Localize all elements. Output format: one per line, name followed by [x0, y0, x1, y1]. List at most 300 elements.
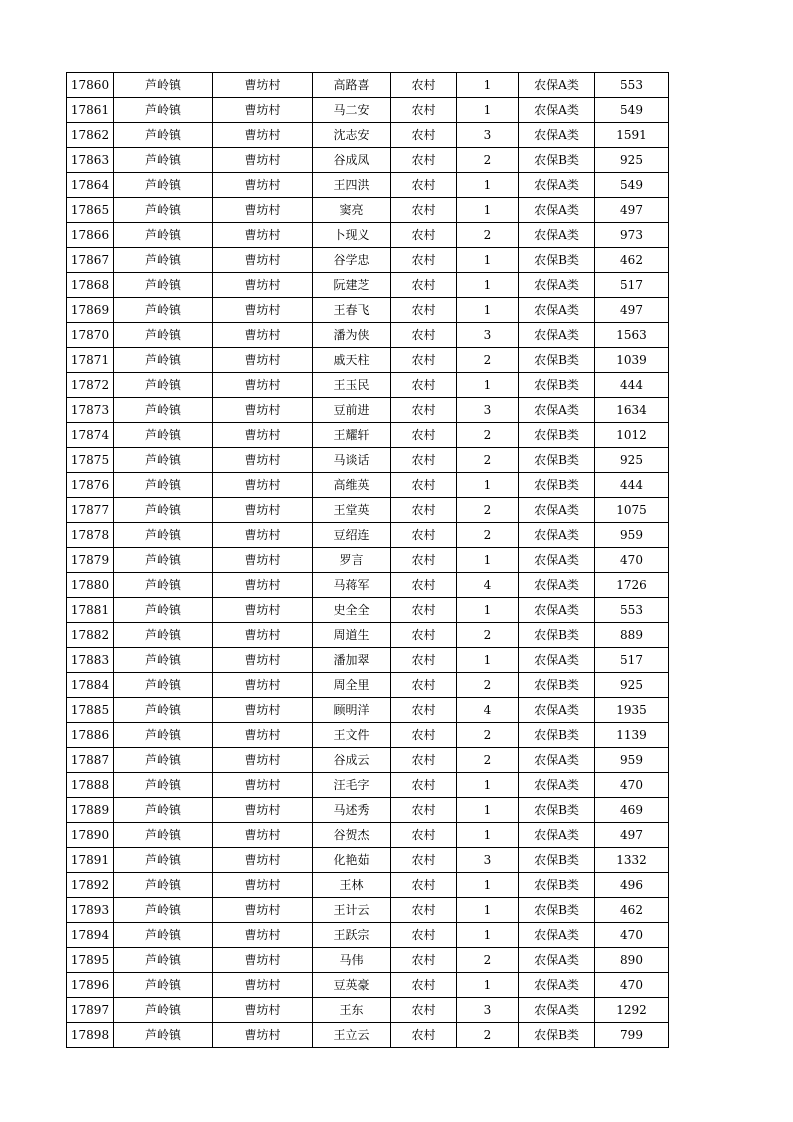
cell-town: 芦岭镇	[114, 448, 213, 473]
cell-name: 罗言	[313, 548, 391, 573]
table-row	[67, 798, 669, 823]
cell-household-type: 农村	[391, 948, 457, 973]
cell-village: 曹坊村	[213, 573, 313, 598]
cell-amount: 1935	[595, 698, 669, 723]
cell-person-count: 2	[457, 498, 519, 523]
cell-village: 曹坊村	[213, 873, 313, 898]
cell-household-type: 农村	[391, 423, 457, 448]
cell-town: 芦岭镇	[114, 373, 213, 398]
cell-name: 顾明洋	[313, 698, 391, 723]
cell-name: 马二安	[313, 98, 391, 123]
cell-town: 芦岭镇	[114, 548, 213, 573]
cell-town: 芦岭镇	[114, 273, 213, 298]
table-row	[67, 348, 669, 373]
cell-town: 芦岭镇	[114, 323, 213, 348]
cell-name: 窦亮	[313, 198, 391, 223]
cell-village: 曹坊村	[213, 773, 313, 798]
cell-serial-number: 17861	[67, 98, 114, 123]
cell-insurance-category: 农保A类	[519, 973, 595, 998]
cell-village: 曹坊村	[213, 473, 313, 498]
cell-household-type: 农村	[391, 898, 457, 923]
table-row	[67, 848, 669, 873]
cell-insurance-category: 农保B类	[519, 798, 595, 823]
cell-person-count: 1	[457, 898, 519, 923]
cell-serial-number: 17897	[67, 998, 114, 1023]
cell-town: 芦岭镇	[114, 948, 213, 973]
cell-town: 芦岭镇	[114, 1023, 213, 1048]
cell-town: 芦岭镇	[114, 423, 213, 448]
cell-town: 芦岭镇	[114, 648, 213, 673]
cell-household-type: 农村	[391, 748, 457, 773]
cell-town: 芦岭镇	[114, 248, 213, 273]
cell-name: 周道生	[313, 623, 391, 648]
table-row	[67, 498, 669, 523]
table-row	[67, 873, 669, 898]
cell-town: 芦岭镇	[114, 498, 213, 523]
cell-person-count: 1	[457, 248, 519, 273]
cell-person-count: 1	[457, 973, 519, 998]
cell-village: 曹坊村	[213, 798, 313, 823]
cell-person-count: 2	[457, 448, 519, 473]
cell-name: 王四洪	[313, 173, 391, 198]
cell-household-type: 农村	[391, 298, 457, 323]
cell-household-type: 农村	[391, 273, 457, 298]
cell-town: 芦岭镇	[114, 73, 213, 98]
cell-insurance-category: 农保A类	[519, 523, 595, 548]
cell-amount: 889	[595, 623, 669, 648]
cell-town: 芦岭镇	[114, 348, 213, 373]
cell-household-type: 农村	[391, 173, 457, 198]
cell-person-count: 2	[457, 748, 519, 773]
cell-town: 芦岭镇	[114, 123, 213, 148]
cell-insurance-category: 农保B类	[519, 473, 595, 498]
cell-name: 汪毛字	[313, 773, 391, 798]
cell-insurance-category: 农保A类	[519, 98, 595, 123]
cell-village: 曹坊村	[213, 673, 313, 698]
table-row	[67, 698, 669, 723]
cell-insurance-category: 农保A类	[519, 223, 595, 248]
cell-amount: 497	[595, 198, 669, 223]
cell-amount: 444	[595, 473, 669, 498]
cell-town: 芦岭镇	[114, 873, 213, 898]
cell-insurance-category: 农保A类	[519, 648, 595, 673]
cell-insurance-category: 农保A类	[519, 923, 595, 948]
table-row	[67, 198, 669, 223]
cell-serial-number: 17869	[67, 298, 114, 323]
cell-serial-number: 17887	[67, 748, 114, 773]
cell-amount: 517	[595, 648, 669, 673]
cell-village: 曹坊村	[213, 748, 313, 773]
cell-insurance-category: 农保A类	[519, 773, 595, 798]
cell-amount: 462	[595, 248, 669, 273]
cell-serial-number: 17882	[67, 623, 114, 648]
cell-name: 马述秀	[313, 798, 391, 823]
cell-amount: 925	[595, 448, 669, 473]
cell-household-type: 农村	[391, 773, 457, 798]
cell-person-count: 1	[457, 373, 519, 398]
cell-name: 豆前进	[313, 398, 391, 423]
cell-village: 曹坊村	[213, 698, 313, 723]
cell-insurance-category: 农保A类	[519, 298, 595, 323]
table-row	[67, 898, 669, 923]
cell-person-count: 1	[457, 273, 519, 298]
cell-household-type: 农村	[391, 873, 457, 898]
cell-household-type: 农村	[391, 698, 457, 723]
cell-amount: 470	[595, 973, 669, 998]
cell-serial-number: 17886	[67, 723, 114, 748]
table-row	[67, 598, 669, 623]
cell-name: 王东	[313, 998, 391, 1023]
table-row	[67, 223, 669, 248]
cell-person-count: 2	[457, 348, 519, 373]
cell-household-type: 农村	[391, 323, 457, 348]
cell-insurance-category: 农保A类	[519, 548, 595, 573]
table-row	[67, 1023, 669, 1048]
cell-name: 史全全	[313, 598, 391, 623]
cell-person-count: 2	[457, 223, 519, 248]
cell-name: 王耀轩	[313, 423, 391, 448]
cell-name: 潘为侠	[313, 323, 391, 348]
table-row	[67, 98, 669, 123]
cell-household-type: 农村	[391, 623, 457, 648]
table-row	[67, 948, 669, 973]
cell-person-count: 3	[457, 398, 519, 423]
cell-village: 曹坊村	[213, 1023, 313, 1048]
cell-insurance-category: 农保B类	[519, 148, 595, 173]
cell-person-count: 3	[457, 323, 519, 348]
cell-person-count: 4	[457, 698, 519, 723]
table-row	[67, 423, 669, 448]
cell-insurance-category: 农保B类	[519, 448, 595, 473]
cell-village: 曹坊村	[213, 448, 313, 473]
cell-household-type: 农村	[391, 1023, 457, 1048]
cell-serial-number: 17881	[67, 598, 114, 623]
cell-village: 曹坊村	[213, 973, 313, 998]
cell-serial-number: 17872	[67, 373, 114, 398]
cell-insurance-category: 农保A类	[519, 173, 595, 198]
cell-village: 曹坊村	[213, 998, 313, 1023]
cell-person-count: 2	[457, 523, 519, 548]
cell-name: 马蒋军	[313, 573, 391, 598]
cell-village: 曹坊村	[213, 248, 313, 273]
cell-village: 曹坊村	[213, 823, 313, 848]
cell-household-type: 农村	[391, 148, 457, 173]
cell-amount: 1139	[595, 723, 669, 748]
table-row	[67, 648, 669, 673]
cell-insurance-category: 农保A类	[519, 498, 595, 523]
cell-household-type: 农村	[391, 448, 457, 473]
cell-name: 豆绍连	[313, 523, 391, 548]
cell-village: 曹坊村	[213, 598, 313, 623]
cell-amount: 497	[595, 823, 669, 848]
cell-name: 谷成云	[313, 748, 391, 773]
cell-household-type: 农村	[391, 223, 457, 248]
cell-person-count: 2	[457, 723, 519, 748]
table-row	[67, 573, 669, 598]
table-row	[67, 998, 669, 1023]
cell-town: 芦岭镇	[114, 173, 213, 198]
cell-village: 曹坊村	[213, 623, 313, 648]
cell-amount: 549	[595, 98, 669, 123]
cell-town: 芦岭镇	[114, 523, 213, 548]
cell-village: 曹坊村	[213, 648, 313, 673]
cell-insurance-category: 农保B类	[519, 423, 595, 448]
cell-amount: 925	[595, 148, 669, 173]
cell-name: 沈志安	[313, 123, 391, 148]
cell-village: 曹坊村	[213, 348, 313, 373]
cell-town: 芦岭镇	[114, 198, 213, 223]
cell-insurance-category: 农保A类	[519, 273, 595, 298]
cell-person-count: 1	[457, 798, 519, 823]
cell-person-count: 2	[457, 423, 519, 448]
cell-name: 王文件	[313, 723, 391, 748]
table-row	[67, 173, 669, 198]
cell-insurance-category: 农保B类	[519, 898, 595, 923]
cell-name: 卜现义	[313, 223, 391, 248]
cell-town: 芦岭镇	[114, 973, 213, 998]
cell-person-count: 1	[457, 173, 519, 198]
cell-village: 曹坊村	[213, 298, 313, 323]
cell-household-type: 农村	[391, 373, 457, 398]
cell-person-count: 1	[457, 98, 519, 123]
cell-person-count: 4	[457, 573, 519, 598]
cell-household-type: 农村	[391, 523, 457, 548]
cell-name: 谷成凤	[313, 148, 391, 173]
table-row	[67, 398, 669, 423]
cell-town: 芦岭镇	[114, 773, 213, 798]
cell-serial-number: 17898	[67, 1023, 114, 1048]
cell-amount: 925	[595, 673, 669, 698]
cell-name: 王立云	[313, 1023, 391, 1048]
cell-household-type: 农村	[391, 473, 457, 498]
cell-village: 曹坊村	[213, 73, 313, 98]
cell-insurance-category: 农保B类	[519, 623, 595, 648]
cell-serial-number: 17890	[67, 823, 114, 848]
cell-person-count: 1	[457, 648, 519, 673]
table-row	[67, 373, 669, 398]
cell-amount: 1332	[595, 848, 669, 873]
cell-name: 豆英豪	[313, 973, 391, 998]
cell-serial-number: 17878	[67, 523, 114, 548]
cell-amount: 462	[595, 898, 669, 923]
cell-insurance-category: 农保A类	[519, 323, 595, 348]
cell-insurance-category: 农保B类	[519, 873, 595, 898]
cell-village: 曹坊村	[213, 498, 313, 523]
cell-serial-number: 17860	[67, 73, 114, 98]
table-row	[67, 473, 669, 498]
cell-person-count: 1	[457, 873, 519, 898]
cell-insurance-category: 农保A类	[519, 748, 595, 773]
cell-person-count: 2	[457, 673, 519, 698]
cell-amount: 444	[595, 373, 669, 398]
cell-serial-number: 17864	[67, 173, 114, 198]
cell-serial-number: 17884	[67, 673, 114, 698]
cell-amount: 1563	[595, 323, 669, 348]
cell-amount: 1075	[595, 498, 669, 523]
cell-insurance-category: 农保B类	[519, 848, 595, 873]
cell-amount: 959	[595, 748, 669, 773]
cell-town: 芦岭镇	[114, 623, 213, 648]
cell-insurance-category: 农保B类	[519, 673, 595, 698]
cell-name: 戚天柱	[313, 348, 391, 373]
cell-name: 谷学忠	[313, 248, 391, 273]
cell-town: 芦岭镇	[114, 723, 213, 748]
table-row	[67, 823, 669, 848]
cell-name: 王春飞	[313, 298, 391, 323]
cell-name: 潘加翠	[313, 648, 391, 673]
cell-serial-number: 17888	[67, 773, 114, 798]
cell-town: 芦岭镇	[114, 473, 213, 498]
cell-household-type: 农村	[391, 673, 457, 698]
cell-serial-number: 17873	[67, 398, 114, 423]
table-body	[67, 73, 669, 1048]
cell-serial-number: 17876	[67, 473, 114, 498]
cell-serial-number: 17865	[67, 198, 114, 223]
cell-town: 芦岭镇	[114, 573, 213, 598]
cell-amount: 890	[595, 948, 669, 973]
cell-household-type: 农村	[391, 548, 457, 573]
table-row	[67, 248, 669, 273]
cell-household-type: 农村	[391, 198, 457, 223]
cell-person-count: 3	[457, 848, 519, 873]
cell-name: 马谈话	[313, 448, 391, 473]
cell-insurance-category: 农保A类	[519, 198, 595, 223]
cell-town: 芦岭镇	[114, 698, 213, 723]
cell-household-type: 农村	[391, 798, 457, 823]
cell-town: 芦岭镇	[114, 823, 213, 848]
table-row	[67, 923, 669, 948]
cell-town: 芦岭镇	[114, 848, 213, 873]
cell-insurance-category: 农保B类	[519, 348, 595, 373]
cell-person-count: 1	[457, 198, 519, 223]
cell-household-type: 农村	[391, 248, 457, 273]
cell-amount: 470	[595, 773, 669, 798]
cell-person-count: 2	[457, 948, 519, 973]
cell-insurance-category: 农保A类	[519, 398, 595, 423]
cell-serial-number: 17870	[67, 323, 114, 348]
cell-name: 谷贺杰	[313, 823, 391, 848]
cell-person-count: 3	[457, 998, 519, 1023]
cell-name: 高路喜	[313, 73, 391, 98]
cell-village: 曹坊村	[213, 273, 313, 298]
cell-village: 曹坊村	[213, 323, 313, 348]
cell-town: 芦岭镇	[114, 98, 213, 123]
cell-insurance-category: 农保B类	[519, 723, 595, 748]
cell-name: 王林	[313, 873, 391, 898]
cell-amount: 470	[595, 548, 669, 573]
table-row	[67, 748, 669, 773]
cell-town: 芦岭镇	[114, 148, 213, 173]
cell-person-count: 2	[457, 148, 519, 173]
cell-person-count: 1	[457, 823, 519, 848]
cell-name: 阮建芝	[313, 273, 391, 298]
table-row	[67, 323, 669, 348]
cell-person-count: 1	[457, 773, 519, 798]
cell-serial-number: 17880	[67, 573, 114, 598]
cell-amount: 1634	[595, 398, 669, 423]
cell-insurance-category: 农保A类	[519, 73, 595, 98]
cell-serial-number: 17877	[67, 498, 114, 523]
cell-name: 王计云	[313, 898, 391, 923]
cell-amount: 469	[595, 798, 669, 823]
cell-name: 高维英	[313, 473, 391, 498]
cell-serial-number: 17885	[67, 698, 114, 723]
cell-amount: 553	[595, 598, 669, 623]
cell-household-type: 农村	[391, 998, 457, 1023]
cell-person-count: 1	[457, 923, 519, 948]
cell-insurance-category: 农保A类	[519, 948, 595, 973]
cell-town: 芦岭镇	[114, 923, 213, 948]
cell-amount: 553	[595, 73, 669, 98]
cell-amount: 1292	[595, 998, 669, 1023]
cell-town: 芦岭镇	[114, 673, 213, 698]
cell-serial-number: 17867	[67, 248, 114, 273]
cell-name: 王跃宗	[313, 923, 391, 948]
cell-serial-number: 17866	[67, 223, 114, 248]
cell-household-type: 农村	[391, 848, 457, 873]
cell-village: 曹坊村	[213, 923, 313, 948]
cell-town: 芦岭镇	[114, 898, 213, 923]
cell-household-type: 农村	[391, 573, 457, 598]
cell-amount: 959	[595, 523, 669, 548]
cell-town: 芦岭镇	[114, 298, 213, 323]
cell-village: 曹坊村	[213, 848, 313, 873]
cell-person-count: 2	[457, 623, 519, 648]
cell-name: 周全里	[313, 673, 391, 698]
cell-insurance-category: 农保B类	[519, 373, 595, 398]
cell-serial-number: 17879	[67, 548, 114, 573]
cell-serial-number: 17883	[67, 648, 114, 673]
cell-town: 芦岭镇	[114, 223, 213, 248]
cell-serial-number: 17891	[67, 848, 114, 873]
cell-amount: 1591	[595, 123, 669, 148]
cell-village: 曹坊村	[213, 723, 313, 748]
cell-name: 化艳茹	[313, 848, 391, 873]
cell-serial-number: 17874	[67, 423, 114, 448]
table-row	[67, 298, 669, 323]
cell-town: 芦岭镇	[114, 798, 213, 823]
cell-insurance-category: 农保A类	[519, 598, 595, 623]
cell-village: 曹坊村	[213, 548, 313, 573]
cell-household-type: 农村	[391, 98, 457, 123]
data-table	[66, 72, 669, 1048]
table-row	[67, 523, 669, 548]
cell-village: 曹坊村	[213, 423, 313, 448]
cell-village: 曹坊村	[213, 223, 313, 248]
cell-household-type: 农村	[391, 648, 457, 673]
cell-name: 王玉民	[313, 373, 391, 398]
cell-person-count: 1	[457, 298, 519, 323]
cell-serial-number: 17862	[67, 123, 114, 148]
cell-serial-number: 17863	[67, 148, 114, 173]
table-row	[67, 148, 669, 173]
cell-village: 曹坊村	[213, 898, 313, 923]
cell-insurance-category: 农保A类	[519, 698, 595, 723]
cell-amount: 497	[595, 298, 669, 323]
cell-household-type: 农村	[391, 123, 457, 148]
cell-name: 马伟	[313, 948, 391, 973]
table-row	[67, 973, 669, 998]
cell-village: 曹坊村	[213, 173, 313, 198]
cell-insurance-category: 农保A类	[519, 823, 595, 848]
cell-serial-number: 17896	[67, 973, 114, 998]
table-row	[67, 673, 669, 698]
cell-amount: 496	[595, 873, 669, 898]
cell-town: 芦岭镇	[114, 998, 213, 1023]
cell-village: 曹坊村	[213, 123, 313, 148]
cell-household-type: 农村	[391, 498, 457, 523]
table-row	[67, 448, 669, 473]
